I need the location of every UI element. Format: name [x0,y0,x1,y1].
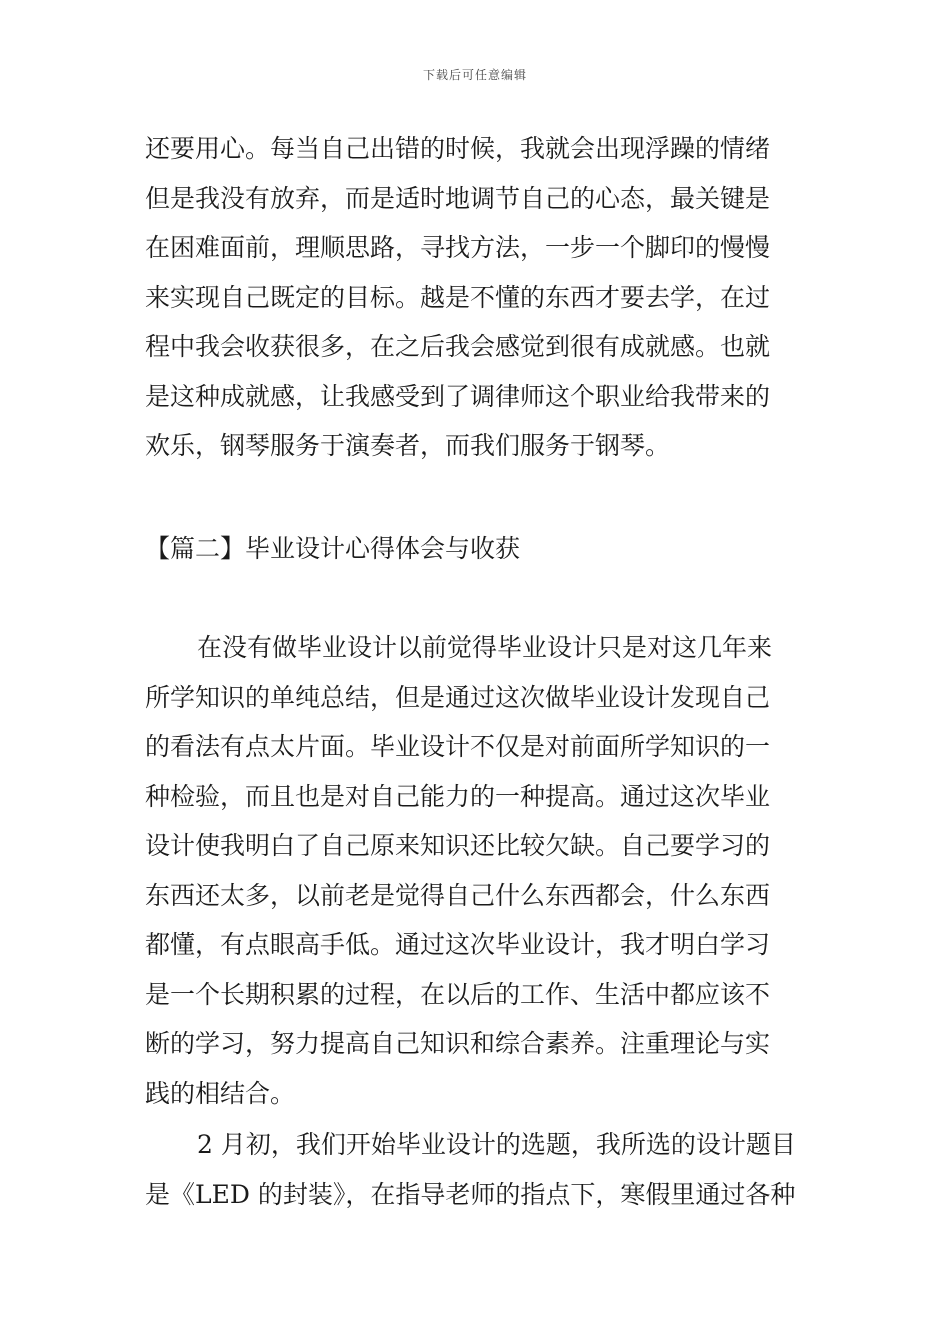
text-line: 还要用心。每当自己出错的时候，我就会出现浮躁的情绪 [145,134,771,163]
text-line: 设计使我明白了自己原来知识还比较欠缺。自己要学习的 [145,831,771,860]
text-line: 东西还太多，以前老是觉得自己什么东西都会，什么东西 [145,880,771,910]
text-line: 2 月初，我们开始毕业设计的选题，我所选的设计题目 [197,1130,796,1159]
text-line: 都懂，有点眼高手低。通过这次毕业设计，我才明白学习 [145,930,771,959]
text-line: 是《LED 的封装》，在指导老师的指点下，寒假里通过各种 [145,1179,796,1209]
page-header: 下载后可任意编辑 [422,68,527,82]
text-line: 种检验，而且也是对自己能力的一种提高。通过这次毕业 [145,781,771,811]
text-line: 在困难面前，理顺思路，寻找方法，一步一个脚印的慢慢 [145,233,771,262]
text-line: 践的相结合。 [145,1078,296,1108]
text-line: 所学知识的单纯总结，但是通过这次做毕业设计发现自己 [145,682,771,712]
paragraph-graduation-design [145,623,810,1118]
section-title: 【篇二】毕业设计心得体会与收获 [145,534,521,563]
text-line: 在没有做毕业设计以前觉得毕业设计只是对这几年来 [197,633,773,662]
text-line: 程中我会收获很多，在之后我会感觉到很有成就感。也就 [145,332,771,361]
text-line: 欢乐，钢琴服务于演奏者，而我们服务于钢琴。 [145,431,671,460]
paragraph-topic-selection [145,1120,810,1219]
text-line: 的看法有点太片面。毕业设计不仅是对前面所学知识的一 [145,732,771,761]
text-line: 是一个长期积累的过程，在以后的工作、生活中都应该不 [145,979,771,1009]
text-line: 来实现自己既定的目标。越是不懂的东西才要去学，在过 [145,282,771,312]
text-line: 但是我没有放弃，而是适时地调节自己的心态，最关键是 [145,183,771,213]
text-line: 断的学习，努力提高自己知识和综合素养。注重理论与实 [145,1029,771,1058]
continued-paragraph [145,124,810,471]
text-line: 是这种成就感，让我感受到了调律师这个职业给我带来的 [145,381,771,411]
